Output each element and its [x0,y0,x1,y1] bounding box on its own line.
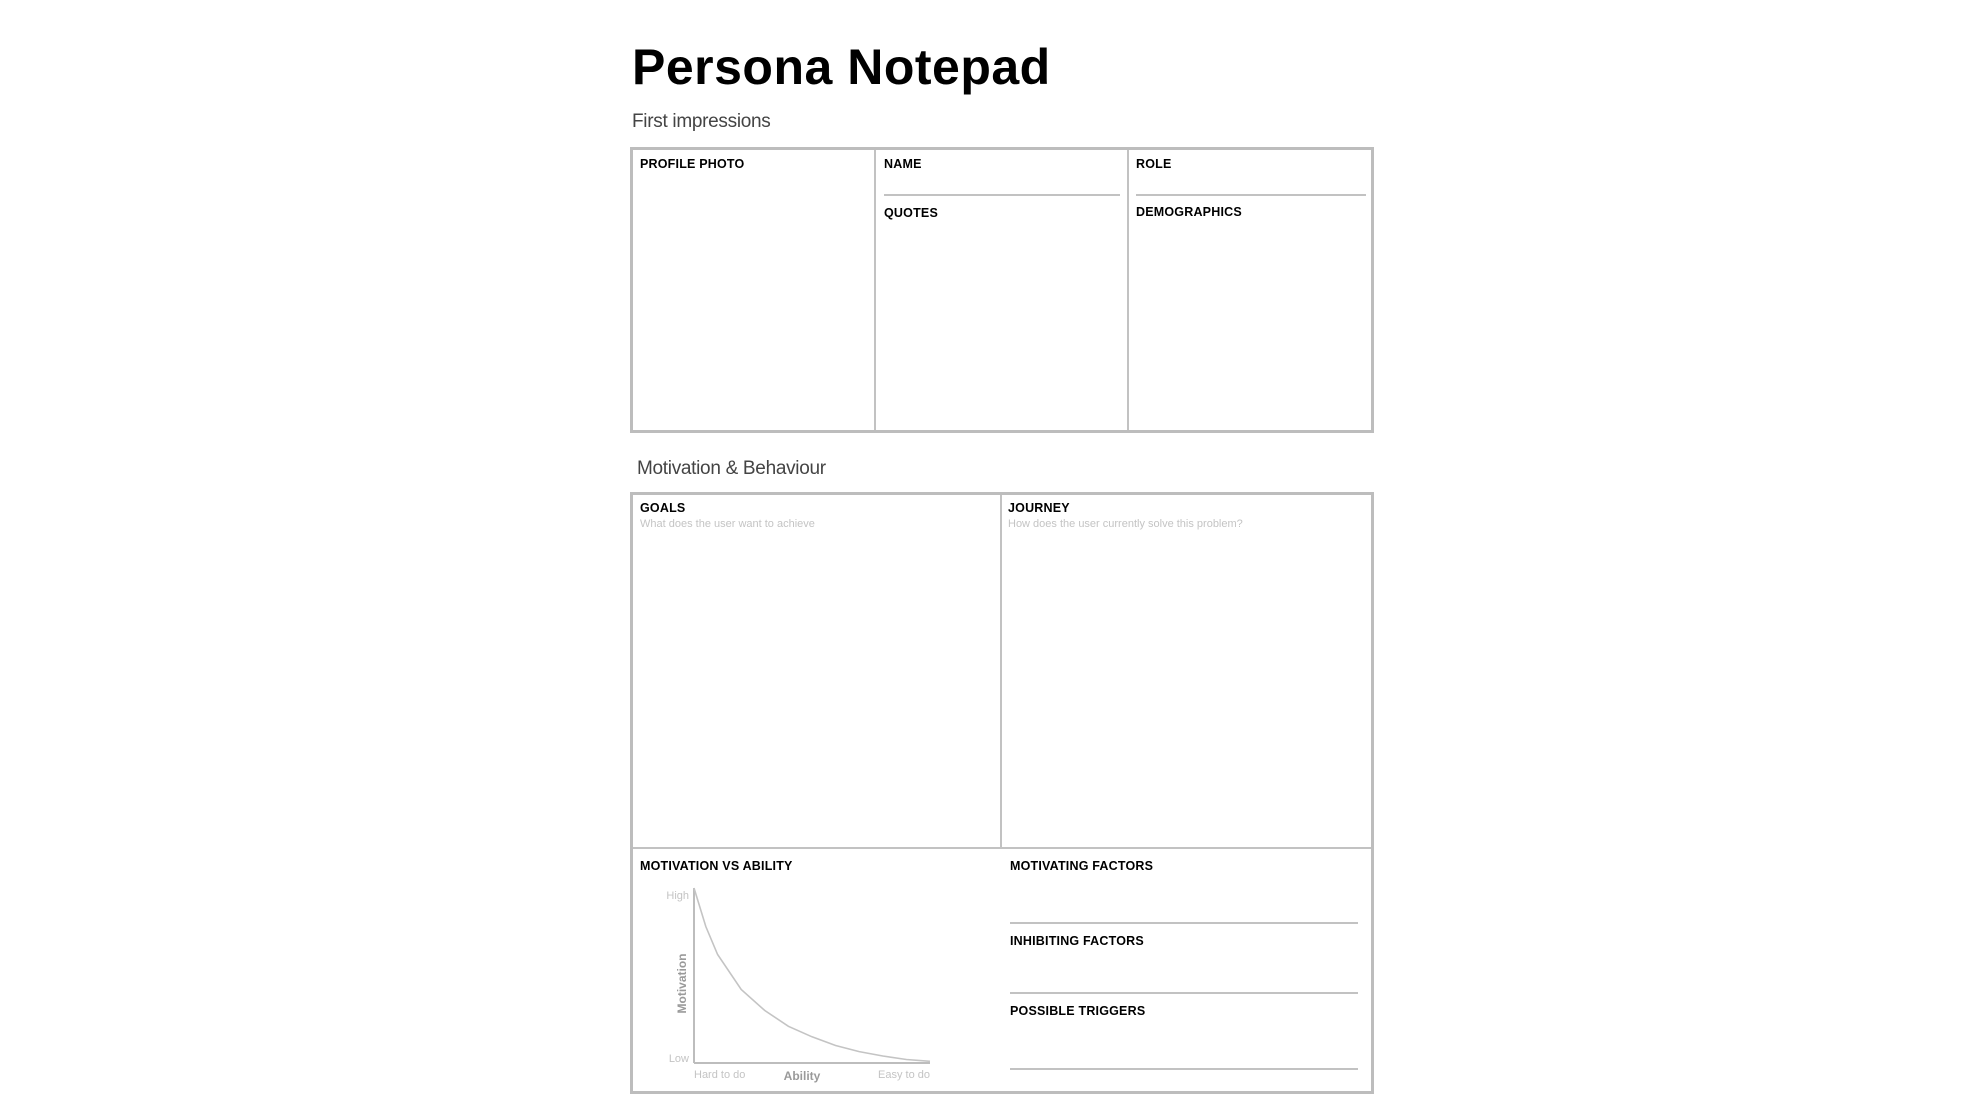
series-line-0 [694,888,930,1061]
divider [633,847,1371,849]
possible-triggers-label: POSSIBLE TRIGGERS [1010,1004,1146,1018]
profile-photo-label: PROFILE PHOTO [640,157,745,171]
motivating-factors-line [1010,922,1358,924]
possible-triggers-line [1010,1068,1358,1070]
divider [1000,495,1002,848]
inhibiting-factors-label: INHIBITING FACTORS [1010,934,1144,948]
role-label: ROLE [1136,157,1172,171]
role-line [1136,194,1366,196]
x-tick-label-easy: Easy to do [878,1069,930,1081]
journey-label: JOURNEY [1008,501,1070,515]
y-tick-label-high: High [666,890,689,902]
divider [1127,150,1129,430]
divider [874,150,876,430]
journey-hint: How does the user currently solve this problem? [1008,518,1243,530]
y-tick-label-low: Low [668,1053,689,1065]
x-tick-label-hard: Hard to do [694,1069,746,1081]
quotes-label: QUOTES [884,206,938,220]
name-label: NAME [884,157,922,171]
x-axis-label: Ability [783,1069,821,1083]
goals-hint: What does the user want to achieve [640,518,815,530]
motivation-ability-chart [655,880,940,1085]
motivation-behaviour-heading: Motivation & Behaviour [637,458,826,479]
first-impressions-heading: First impressions [632,111,771,132]
name-line [884,194,1120,196]
first-impressions-box [630,147,1374,433]
demographics-label: DEMOGRAPHICS [1136,205,1242,219]
inhibiting-factors-line [1010,992,1358,994]
motivation-vs-ability-label: MOTIVATION VS ABILITY [640,859,793,873]
page-title: Persona Notepad [632,39,1051,95]
motivating-factors-label: MOTIVATING FACTORS [1010,859,1154,873]
goals-label: GOALS [640,501,686,515]
y-axis-label: Motivation [675,953,689,1014]
